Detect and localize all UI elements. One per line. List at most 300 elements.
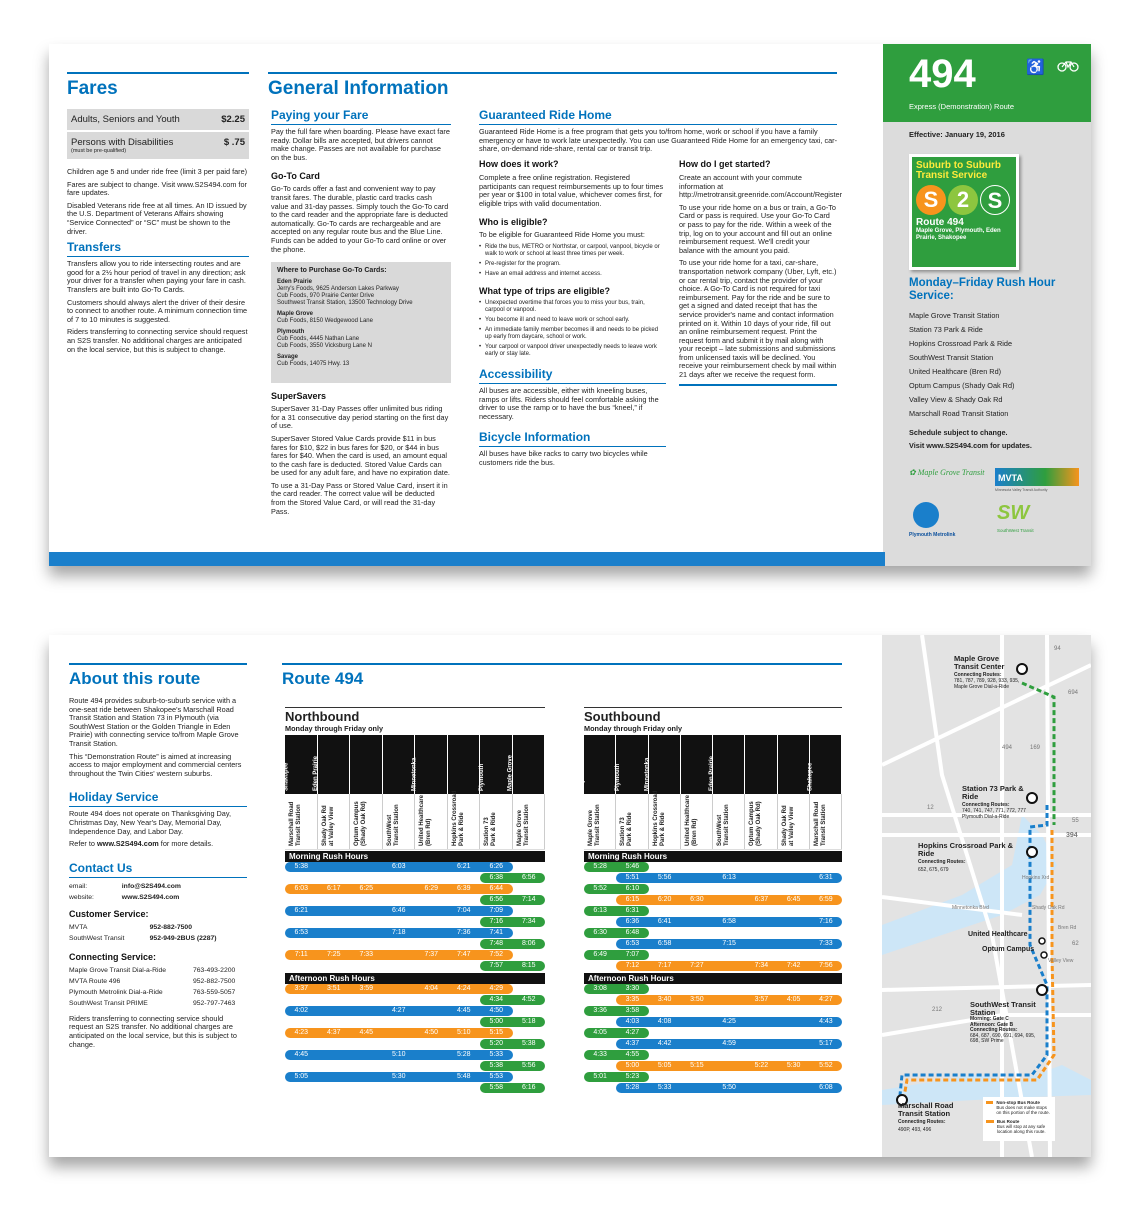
- time-cell: [584, 995, 616, 1005]
- time-cell: 6:48: [625, 929, 640, 936]
- time-cell: 7:09: [489, 907, 504, 914]
- station-cell: Optum Campus (Shady Oak Rd): [350, 794, 383, 849]
- time-cell: 4:02: [294, 1007, 309, 1014]
- time-cell: [810, 984, 842, 994]
- time-cell: [318, 1006, 351, 1016]
- time-cell: [383, 995, 416, 1005]
- time-cell: [318, 928, 351, 938]
- time-cell: [584, 1039, 616, 1049]
- time-cell: 6:58: [657, 940, 672, 947]
- time-cell: [681, 1028, 713, 1038]
- time-cell: [415, 1039, 448, 1049]
- time-cell: [383, 873, 416, 883]
- time-cell: 6:56: [521, 874, 536, 881]
- time-cell: [383, 917, 416, 927]
- time-cell: [649, 950, 681, 960]
- time-cell: 7:17: [657, 962, 672, 969]
- time-cell: 4:34: [489, 996, 504, 1003]
- time-cell: [584, 1061, 616, 1071]
- trip-row: [285, 873, 545, 884]
- time-cell: 7:33: [819, 940, 833, 947]
- plymouth-logo: [913, 502, 939, 528]
- station-cell: Maple Grove Transit Station: [584, 794, 616, 849]
- trip-row: [285, 1028, 545, 1039]
- time-cell: [513, 950, 546, 960]
- time-cell: [318, 1017, 351, 1027]
- time-cell: 3:59: [359, 985, 374, 992]
- footer-bar: [49, 552, 885, 566]
- time-cell: [649, 862, 681, 872]
- time-cell: 3:57: [754, 996, 769, 1003]
- trip-row: [584, 1028, 842, 1039]
- time-cell: 5:52: [819, 1062, 833, 1069]
- time-cell: [713, 1006, 745, 1016]
- time-cell: [681, 906, 713, 916]
- time-cell: [318, 895, 351, 905]
- city-cell: [383, 735, 416, 794]
- time-cell: 4:50: [424, 1029, 439, 1036]
- time-cell: 6:37: [754, 896, 769, 903]
- time-cell: 7:34: [754, 962, 769, 969]
- customer-service-table: MVTA 952-882-7500 SouthWest Transit 952-949-2BUS (2287): [69, 923, 217, 942]
- time-cell: 6:31: [625, 907, 640, 914]
- trip-row: [584, 939, 842, 950]
- time-cell: [778, 862, 810, 872]
- city-header: [579, 735, 842, 794]
- time-cell: 6:15: [625, 896, 640, 903]
- time-cell: [318, 906, 351, 916]
- trip-row: [584, 862, 842, 873]
- time-cell: 5:20: [489, 1040, 504, 1047]
- station-header: [584, 790, 842, 850]
- time-cell: [745, 917, 777, 927]
- city-cell: Minnetonka: [415, 735, 448, 794]
- time-cell: 5:28: [625, 1084, 640, 1091]
- time-cell: [350, 1050, 383, 1060]
- northbound-schedule: Northbound Monday through Friday only Shakopee Eden Prairie Minnetonka Plymouth Maple Grove Marschall Road Transit Station Shady Oak Rd at Valley View Optum Campus (Shady Oak Rd) SouthWest Transit Station United Healthcare (Bren Rd) Hopkins Crossroad Park & Ride Station 73 Park & Ride Maple Grove Transit Station Morning Rush Hours 5:38 6:03 6:21 6:26 6:38 6:56 6:03 6:17 6:25 6:29 6:39 6:44 6:56 7:14 6:21 6:46 7:04 7:09 7:16 7:34 6:53 7:18 7:36 7:41 7:48 8:06 7:11 7:25 7:33 7:37 7:47 7:52 7:57 8:15 Afternoon Rush Hours 3:37 3:51 3:59 4:04 4:24 4:29 4:34 4:52 4:02 4:27 4:45 4:50 5:00 5:18 4:23 4:37 4:45 4:50 5:10 5:15 5:20 5:38 4:45 5:10 5:28 5:33 5:38 5:56 5:05 5:30 5:48 5:53 5:58 6:16: [285, 707, 545, 1094]
- time-cell: 6:21: [456, 863, 471, 870]
- time-cell: [778, 984, 810, 994]
- trip-row: [584, 917, 842, 928]
- time-cell: [448, 1083, 481, 1093]
- time-cell: 3:40: [657, 996, 672, 1003]
- time-cell: 5:38: [294, 863, 309, 870]
- trip-row: [285, 950, 545, 961]
- time-cell: 5:15: [489, 1029, 504, 1036]
- general-info-section: [268, 72, 837, 100]
- southbound-schedule: Southbound Monday through Friday only Maple Grove Plymouth Minnetonka Eden Prairie Shakopee Maple Grove Transit Station Station 73 Park & Ride Hopkins Crossroad Park & Ride United Healthcare (Bren Rd) SouthWest Transit Station Optum Campus (Shady Oak Rd) Shady Oak Rd at Valley View Marschall Road Transit Station Morning Rush Hours 5:28 5:46 5:51 5:56 6:13 6:31 5:52 6:10 6:15 6:20 6:30 6:37 6:45 6:59 6:13 6:31 6:36 6:41 6:58 7:16 6:30 6:48 6:53 6:58 7:15 7:33 6:49 7:07 7:12 7:17 7:27 7:34 7:42 7:56 Afternoon Rush Hours 3:08 3:30 3:35 3:40 3:50 3:57 4:05 4:27 3:36 3:58 4:03 4:08 4:25 4:43 4:05 4:27 4:37 4:42 4:59 5:17 4:33 4:55 5:00 5:05 5:15 5:22 5:30 5:52 5:01 5:23 5:28 5:33 5:50 6:08: [584, 707, 842, 1094]
- time-cell: [415, 862, 448, 872]
- time-cell: [713, 862, 745, 872]
- time-cell: [584, 961, 616, 971]
- time-cell: [745, 1050, 777, 1060]
- trip-row: [584, 1083, 842, 1094]
- time-cell: 6:17: [326, 885, 341, 892]
- trip-row: [584, 950, 842, 961]
- time-cell: 6:44: [489, 885, 504, 892]
- time-cell: 5:10: [456, 1029, 471, 1036]
- time-cell: [383, 1039, 416, 1049]
- time-cell: 6:58: [722, 918, 736, 925]
- purchase-box: Where to Purchase Go-To Cards: Eden Prairie Jerry's Foods, 9625 Anderson Lakes Parkway Cub Foods, 970 Prairie Center Drive Southwest Transit Station, 13500 Technology Drive Maple Grove Cub Foods, 8150 Wedgewood Lane Plymouth Cub Foods, 4445 Nathan Lane Cub Foods, 3550 Vicksburg Lane N Savage Cub Foods, 14075 Hwy. 13: [271, 262, 451, 383]
- time-cell: [285, 895, 318, 905]
- time-cell: 3:35: [625, 996, 640, 1003]
- station-cell: Optum Campus (Shady Oak Rd): [745, 794, 777, 849]
- map-stop[interactable]: [1037, 985, 1047, 995]
- time-cell: [513, 1072, 546, 1082]
- map-stop[interactable]: [1027, 847, 1037, 857]
- time-cell: [415, 906, 448, 916]
- time-cell: [584, 917, 616, 927]
- time-cell: 5:48: [456, 1073, 471, 1080]
- time-cell: 5:50: [722, 1084, 736, 1091]
- time-cell: 5:18: [521, 1018, 536, 1025]
- time-cell: 5:15: [690, 1062, 704, 1069]
- time-cell: 6:13: [722, 874, 736, 881]
- time-cell: [778, 950, 810, 960]
- time-cell: [318, 1050, 351, 1060]
- time-cell: 6:25: [359, 885, 374, 892]
- trip-row: [584, 961, 842, 972]
- time-cell: 5:33: [657, 1084, 672, 1091]
- time-cell: [810, 862, 842, 872]
- time-cell: 7:27: [690, 962, 704, 969]
- city-cell: Shakopee: [285, 735, 318, 794]
- time-cell: 7:11: [294, 951, 308, 958]
- time-cell: [745, 1006, 777, 1016]
- map-graphic: [882, 635, 1091, 1157]
- time-cell: [318, 1061, 351, 1071]
- holiday-title: Holiday Service: [69, 790, 247, 807]
- trip-row: [584, 928, 842, 939]
- time-cell: 7:56: [819, 962, 833, 969]
- time-cell: [745, 950, 777, 960]
- time-cell: [415, 917, 448, 927]
- time-cell: [318, 961, 351, 971]
- time-cell: 5:38: [521, 1040, 536, 1047]
- time-cell: [778, 1050, 810, 1060]
- city-cell: [745, 735, 777, 794]
- time-cell: [745, 1028, 777, 1038]
- time-cell: [649, 1072, 681, 1082]
- time-cell: [745, 939, 777, 949]
- time-cell: [713, 884, 745, 894]
- time-cell: [513, 1050, 546, 1060]
- time-cell: [415, 1083, 448, 1093]
- city-cell: [448, 735, 481, 794]
- time-cell: [448, 873, 481, 883]
- time-cell: [681, 1017, 713, 1027]
- time-cell: [713, 984, 745, 994]
- time-cell: 5:23: [625, 1073, 640, 1080]
- time-cell: [350, 895, 383, 905]
- trip-row: [285, 984, 545, 995]
- time-cell: 4:05: [786, 996, 801, 1003]
- time-cell: [584, 1017, 616, 1027]
- trip-row: [285, 1083, 545, 1094]
- time-cell: [513, 984, 546, 994]
- time-cell: [285, 873, 318, 883]
- time-cell: [415, 1050, 448, 1060]
- time-cell: 7:57: [489, 962, 504, 969]
- map-stop-label: SouthWest Transit Station Morning: Gate C Afternoon: Gate B Connecting Routes: 684, 687, 690, 691, 694, 695, 698, SW Prime: [970, 1000, 1036, 1044]
- time-cell: [350, 1061, 383, 1071]
- time-cell: 7:25: [326, 951, 341, 958]
- go-to-card-title: Go-To Card: [271, 171, 320, 182]
- station-cell: SouthWest Transit Station: [383, 794, 416, 849]
- time-cell: 5:30: [391, 1073, 406, 1080]
- time-cell: 7:04: [456, 907, 471, 914]
- time-cell: [681, 939, 713, 949]
- brochure-inside-panel: [49, 635, 1091, 1157]
- time-cell: [513, 1006, 546, 1016]
- time-cell: 4:08: [657, 1018, 672, 1025]
- time-cell: 7:42: [786, 962, 801, 969]
- trip-row: [584, 1006, 842, 1017]
- time-cell: [448, 1017, 481, 1027]
- time-cell: [745, 1017, 777, 1027]
- time-cell: 4:27: [625, 1029, 640, 1036]
- map-legend: Non-stop Bus Route Bus does not make stops on this portion of the route. Bus Route Bus will stop at any safe location along this route.: [983, 1097, 1055, 1141]
- time-cell: [649, 984, 681, 994]
- time-cell: 3:50: [690, 996, 704, 1003]
- time-cell: 7:41: [489, 929, 504, 936]
- time-cell: 6:26: [489, 863, 504, 870]
- station-cell: Shady Oak Rd at Valley View: [318, 794, 351, 849]
- time-cell: 4:37: [625, 1040, 640, 1047]
- time-cell: [681, 1039, 713, 1049]
- time-cell: [448, 895, 481, 905]
- time-cell: 5:30: [786, 1062, 801, 1069]
- time-cell: [350, 928, 383, 938]
- time-cell: [810, 1050, 842, 1060]
- time-cell: 5:10: [391, 1051, 406, 1058]
- time-cell: 5:01: [593, 1073, 607, 1080]
- general-col-3: How do I get started? Create an account with your commute information at http://metrotransit.greenride.com/Account/Register To use your ride home on a bus or train, a Go-To Card or pass is required. Use your Go-To Card or pass to pay for the ride. Within a week of the trip, log on to your account and fill out an online reimbursement request. We'll credit your balance with the amount you paid. To use your ride home for a taxi, car-share, transportation network company (Uber, Lyft, etc.) or car rental trip, contact the provider of your choice. A Go-To Card is not required for taxi reimbursement. Pay for the ride and be sure to get a signed and dated receipt that has the service provider's name and contact information printed on it. Within 10 days of your ride, fill out an online reimbursement request. Print the request form and submit it by mail along with your receipt – late submissions and submissions from unlicensed taxis will be declined. You receive your reimbursement check by mail within 21 days after we receive the request form.: [679, 159, 837, 386]
- time-cell: [713, 1061, 745, 1071]
- trip-row: [285, 1039, 545, 1050]
- map-stop[interactable]: [1039, 938, 1045, 944]
- contact-title: Contact Us: [69, 861, 247, 878]
- station-cell: SouthWest Transit Station: [713, 794, 745, 849]
- time-cell: [285, 1083, 318, 1093]
- time-cell: 6:30: [690, 896, 704, 903]
- time-cell: 5:05: [657, 1062, 672, 1069]
- trip-row: [285, 961, 545, 972]
- time-cell: [713, 1072, 745, 1082]
- time-cell: [415, 1017, 448, 1027]
- time-cell: 6:10: [625, 885, 640, 892]
- station-cell: Hopkins Crossroad Park & Ride: [448, 794, 481, 849]
- time-cell: 4:50: [489, 1007, 504, 1014]
- trip-row: [285, 939, 545, 950]
- s2s-logo: Suburb to Suburb Transit Service S 2 S Route 494 Maple Grove, Plymouth, Eden Prairie, Shakopee: [909, 154, 1019, 270]
- connecting-service-table: Maple Grove Transit Dial-a-Ride 763-493-2200 MVTA Route 496 952-882-7500 Plymouth Metrolink Dial-a-Ride 763-559-5057 SouthWest Transit PRIME 952-797-7463: [69, 966, 236, 1007]
- trip-row: [285, 906, 545, 917]
- time-cell: 4:29: [489, 985, 504, 992]
- supersavers-title: SuperSavers: [271, 391, 327, 402]
- time-cell: 3:58: [625, 1007, 640, 1014]
- general-col-1: Paying your Fare Pay the full fare when boarding. Please have exact fare ready. Dollar bills are accepted, but drivers cannot make change. Passes are not available for purchase on the bus. Go-To Card Go-To cards offer a fast and convenient way to pay transit fares. The durable, plastic card tracks cash value and 31-day passes. Simply touch the Go-To card to the card reader and the appropriate fare is deducted automatically. Go-To cards are rechargeable and are accepted on any regular route bus and the Blue Line. Funds can be added to your Go-To card online or over the phone. Where to Purchase Go-To Cards: Eden Prairie Jerry's Foods, 9625 Anderson Lakes Parkway Cub Foods, 970 Prairie Center Drive Southwest Transit Station, 13500 Technology Drive Maple Grove Cub Foods, 8150 Wedgewood Lane Plymouth Cub Foods, 4445 Nathan Lane Cub Foods, 3550 Vicksburg Lane N Savage Cub Foods, 14075 Hwy. 13 SuperSavers SuperSaver 31-Day Passes offer unlimited bus riding for a 31 consecutive day period starting on the first day of use. SuperSaver Stored Value Cards provide $11 in bus fares for $10, $22 in bus fares for $20, or $44 in bus fares for $40. When the card is used, an amount equal to the cash fare is deducted. Stored Value Cards can be used for any adult fare, and have no expiration date. To use a 31-Day Pass or Stored Value Card, insert it in the card reader. The correct value will be deducted from the Stored Value Card, or will read the 31-day Pass.: [271, 108, 450, 516]
- time-cell: [513, 862, 546, 872]
- map-stop-label: Maple Grove Transit Center Connecting Routes: 781, 787, 789, 928, 933, 935, Maple Grove Dial-a-Ride: [954, 654, 1020, 690]
- time-cell: 4:24: [456, 985, 471, 992]
- time-cell: [681, 1050, 713, 1060]
- time-cell: [383, 1083, 416, 1093]
- time-cell: 6:16: [521, 1084, 536, 1091]
- time-cell: [383, 1017, 416, 1027]
- station-cell: United Healthcare (Bren Rd): [681, 794, 713, 849]
- time-cell: 8:06: [521, 940, 536, 947]
- time-cell: [285, 995, 318, 1005]
- time-cell: [513, 1028, 546, 1038]
- time-cell: 5:00: [489, 1018, 504, 1025]
- time-cell: 5:53: [489, 1073, 504, 1080]
- time-cell: [681, 950, 713, 960]
- schedule-note: Schedule subject to change. Visit www.S2S494.com for updates.: [909, 428, 1032, 450]
- trip-row: [285, 1017, 545, 1028]
- trip-row: [285, 928, 545, 939]
- time-cell: 3:37: [294, 985, 309, 992]
- time-cell: 7:36: [456, 929, 471, 936]
- guaranteed-ride-home: Guaranteed Ride Home Guaranteed Ride Home is a free program that gets you to/from home, work or school if you have a family emergency or have to work late unexpectedly. You can use Guaranteed Ride Home for an emergency taxi, car-share, on-demand ride-share, rental car or transit trip.: [479, 108, 838, 154]
- time-cell: [778, 917, 810, 927]
- map-stop-label: Optum Campus: [982, 946, 1035, 953]
- time-cell: [415, 895, 448, 905]
- time-cell: [285, 917, 318, 927]
- time-cell: 4:43: [819, 1018, 833, 1025]
- time-cell: 3:08: [593, 985, 607, 992]
- time-cell: [810, 906, 842, 916]
- time-cell: 4:27: [819, 996, 833, 1003]
- website-link[interactable]: www.S2S494.com: [96, 839, 159, 849]
- website-link[interactable]: www.S2S494.com: [121, 893, 180, 901]
- trip-row: [584, 984, 842, 995]
- time-cell: [350, 961, 383, 971]
- city-cell: [350, 735, 383, 794]
- station-cell: Marschall Road Transit Station: [810, 794, 842, 849]
- time-cell: [285, 1039, 318, 1049]
- time-cell: [285, 1061, 318, 1071]
- route-number: 494: [909, 52, 976, 96]
- time-cell: [713, 906, 745, 916]
- time-cell: [350, 1039, 383, 1049]
- time-cell: 6:53: [625, 940, 640, 947]
- time-cell: 7:12: [625, 962, 640, 969]
- city-header: [285, 735, 545, 794]
- time-cell: [448, 939, 481, 949]
- section-header: Afternoon Rush Hours: [584, 973, 842, 984]
- time-cell: 6:03: [391, 863, 406, 870]
- time-cell: [681, 917, 713, 927]
- time-cell: 5:17: [819, 1040, 833, 1047]
- time-cell: [383, 895, 416, 905]
- mvta-logo: MVTA: [995, 468, 1079, 486]
- time-cell: 4:04: [424, 985, 439, 992]
- contact-table: email: info@S2S494.com website: www.S2S494.com: [69, 881, 247, 903]
- time-cell: [649, 884, 681, 894]
- time-cell: [448, 917, 481, 927]
- trip-row: [285, 1072, 545, 1083]
- time-cell: 7:18: [391, 929, 406, 936]
- route-map: 94 694 494 55 394 12 169 62 212 Bren Rd Valley View Minnetonka Blvd Hopkins Xrd Shady Oak Rd Maple Grove Transit Center Connecting Routes: 781, 787, 789, 928, 933, 935, Maple Grove Dial-a-Ride Station 73 Park & Ride Connecting Routes: 740, 741, 747, 771, 772, 777 Plymouth Dial-a-Ride Hopkins Crossroad Park & Ride Connecting Routes: 652, 675, 679 United Healthcare Optum Campus SouthWest Transit Station Morning: Gate C Afternoon: Gate B Connecting Routes: 684, 687, 690, 691, 694, 695, 698, SW Prime Marschall Road Transit Station Connecting Routes: 490P, 493, 496 Non-stop Bus Route Bus does not make stops on this portion of the route. Bus Route Bus will stop at any safe location along this route.: [882, 635, 1091, 1157]
- time-cell: [681, 984, 713, 994]
- time-cell: [350, 1017, 383, 1027]
- time-cell: [649, 928, 681, 938]
- map-stop[interactable]: [1027, 793, 1037, 803]
- time-cell: 7:14: [521, 896, 536, 903]
- time-cell: [415, 873, 448, 883]
- time-cell: 6:46: [391, 907, 406, 914]
- time-cell: [383, 939, 416, 949]
- maple-grove-logo: ✿ Maple Grove Transit: [909, 468, 985, 477]
- general-info-title: General Information: [268, 78, 449, 99]
- general-col-2: How does it work? Complete a free online registration. Registered participants can request reimbursements up to four times per year or $100 in total value, whichever comes first, for eligible trips with valid documentation. Who is eligible? To be eligible for Guaranteed Ride Home you must: • Ride the bus, METRO or Northstar, or carpool, vanpool, bicycle or walk to work or school at least three times per week. • Pre-register for the program. • Have an email address and internet access. What type of trips are eligible? • Unexpected overtime that forces you to miss your bus, train, carpool or vanpool. • You become ill and need to leave work or school early. • An immediate family member becomes ill and needs to be picked up early from daycare, school or work. • Your carpool or vanpool driver unexpectedly needs to leave work early or stay late. Accessibility All buses are accessible, either with kneeling buses, ramps or lifts. Riders should feel comfortable asking the driver to use the ramp or to have the bus “kneel,” if necessary. Bicycle Information All buses have bike racks to carry two bicycles while customers ride the bus.: [479, 159, 666, 468]
- trip-row: [285, 995, 545, 1006]
- time-cell: [383, 1061, 416, 1071]
- time-cell: [513, 928, 546, 938]
- time-cell: [318, 917, 351, 927]
- time-cell: [713, 995, 745, 1005]
- time-cell: [778, 906, 810, 916]
- time-cell: 6:31: [819, 874, 833, 881]
- southwest-logo: SW: [997, 502, 1030, 524]
- wheelchair-icon: ♿: [1026, 59, 1045, 76]
- time-cell: 6:38: [489, 874, 504, 881]
- time-cell: [350, 873, 383, 883]
- time-cell: [713, 1050, 745, 1060]
- trip-row: [584, 895, 842, 906]
- time-cell: 4:37: [326, 1029, 341, 1036]
- time-cell: [681, 873, 713, 883]
- email-link[interactable]: info@S2S494.com: [121, 882, 181, 890]
- time-cell: 4:55: [625, 1051, 640, 1058]
- time-cell: [448, 961, 481, 971]
- time-cell: [383, 984, 416, 994]
- city-cell: Shakopee: [810, 735, 842, 794]
- time-cell: [778, 873, 810, 883]
- cover-panel: 494 Express (Demonstration) Route ♿ Effective: January 19, 2016 Suburb to Suburb Transit Service S 2 S Route 494 Maple Grove, Plymouth, Eden Prairie, Shakopee Monday–Friday Rush Hour Service: Maple Grove Transit Station Station 73 Park & Ride Hopkins Crossroad Park & Ride SouthWest Transit Station United Healthcare (Bren Rd) Optum Campus (Shady Oak Rd) Valley View & Shady Oak Rd Marschall Road Transit Station Schedule subject to change. Visit www.S2S494.com for updates. ✿ Maple Grove Transit MVTA Minnesota Valley Transit Authority Plymouth Metrolink SW SouthWest Transit: [883, 44, 1091, 566]
- time-cell: [745, 984, 777, 994]
- bicycle-icon: [1057, 60, 1079, 72]
- route-title: Route 494: [282, 669, 364, 688]
- time-cell: [350, 1072, 383, 1082]
- time-cell: [350, 1006, 383, 1016]
- station-cell: Marschall Road Transit Station: [285, 794, 318, 849]
- time-cell: [649, 906, 681, 916]
- time-cell: 5:58: [489, 1084, 504, 1091]
- time-cell: 6:56: [489, 896, 504, 903]
- accessibility-section: Accessibility All buses are accessible, either with kneeling buses, ramps or lifts. Riders should feel comfortable asking the driver to use the ramp or to have the bus “kneel,” if necessary.: [479, 367, 666, 421]
- time-cell: 8:15: [521, 962, 536, 969]
- time-cell: 5:05: [294, 1073, 309, 1080]
- map-stop[interactable]: [1041, 952, 1047, 958]
- station-cell: Maple Grove Transit Station: [513, 794, 546, 849]
- time-cell: [649, 1006, 681, 1016]
- time-cell: 5:22: [754, 1062, 769, 1069]
- time-cell: 4:03: [625, 1018, 640, 1025]
- time-cell: [810, 1006, 842, 1016]
- trip-row: [285, 1006, 545, 1017]
- time-cell: 6:13: [593, 907, 607, 914]
- time-cell: [713, 950, 745, 960]
- time-cell: 7:37: [424, 951, 439, 958]
- time-cell: 4:45: [294, 1051, 309, 1058]
- station-cell: Shady Oak Rd at Valley View: [778, 794, 810, 849]
- fare-row: Persons with Disabilities $ .75 (must be pre-qualified): [67, 132, 249, 159]
- time-cell: 3:51: [326, 985, 341, 992]
- time-cell: 4:45: [456, 1007, 471, 1014]
